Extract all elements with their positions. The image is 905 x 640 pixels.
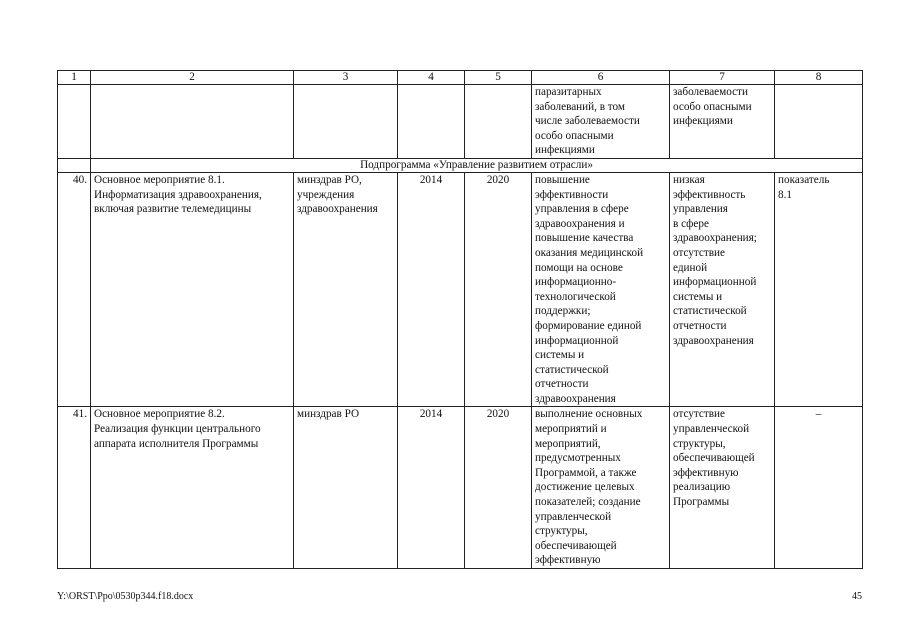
activity-name: Основное мероприятие 8.2. Реализация функции центрального аппарата исполнителя Программы <box>91 407 294 569</box>
result-cell: повышение эффективности управления в сфере здравоохранения и повышение качества оказания медицинской помощи на основе информационно- технологической поддержки; формирование единой информационной системы и статистической отчетности здравоохранения <box>532 172 670 407</box>
executor-cell: минздрав РО <box>294 407 398 569</box>
result-cell: паразитарных заболеваний, в том числе заболеваемости особо опасными инфекциями <box>532 85 670 159</box>
header-cell: 2 <box>91 71 294 85</box>
consequence-cell: отсутствие управленческой структуры, обеспечивающей эффективную реализацию Программы <box>670 407 775 569</box>
header-cell: 5 <box>465 71 532 85</box>
empty-cell <box>775 85 863 159</box>
executor-cell: минздрав РО, учреждения здравоохранения <box>294 172 398 407</box>
subprogram-title: Подпрограмма «Управление развитием отрасли» <box>91 158 863 172</box>
header-cell: 4 <box>398 71 465 85</box>
consequence-cell: заболеваемости особо опасными инфекциями <box>670 85 775 159</box>
activity-name: Основное мероприятие 8.1. Информатизация здравоохранения, включая развитие телемедицины <box>91 172 294 407</box>
table-row <box>58 407 863 569</box>
empty-cell <box>294 85 398 159</box>
continuation-row <box>58 85 863 159</box>
start-year: 2014 <box>398 172 465 407</box>
start-year: 2014 <box>398 407 465 569</box>
footer-file-path: Y:\ORST\Ppo\0530p344.f18.docx <box>57 591 194 602</box>
column-number-row <box>58 71 863 85</box>
empty-cell <box>58 158 91 172</box>
indicator-cell: – <box>775 407 863 569</box>
empty-cell <box>398 85 465 159</box>
empty-cell <box>58 85 91 159</box>
empty-cell <box>465 85 532 159</box>
empty-cell <box>91 85 294 159</box>
header-cell: 6 <box>532 71 670 85</box>
page-number: 45 <box>852 591 862 602</box>
result-cell: выполнение основных мероприятий и мероприятий, предусмотренных Программой, а также достижение целевых показателей; создание управленческой структуры, обеспечивающей эффективную <box>532 407 670 569</box>
header-cell: 3 <box>294 71 398 85</box>
header-cell: 1 <box>58 71 91 85</box>
subprogram-row <box>58 158 863 172</box>
header-cell: 8 <box>775 71 863 85</box>
table-row <box>58 172 863 407</box>
indicator-cell: показатель 8.1 <box>775 172 863 407</box>
end-year: 2020 <box>465 407 532 569</box>
row-number: 40. <box>58 172 91 407</box>
consequence-cell: низкая эффективность управления в сфере здравоохранения; отсутствие единой информационной системы и статистической отчетности здравоохранения <box>670 172 775 407</box>
end-year: 2020 <box>465 172 532 407</box>
row-number: 41. <box>58 407 91 569</box>
program-table <box>57 70 863 569</box>
header-cell: 7 <box>670 71 775 85</box>
